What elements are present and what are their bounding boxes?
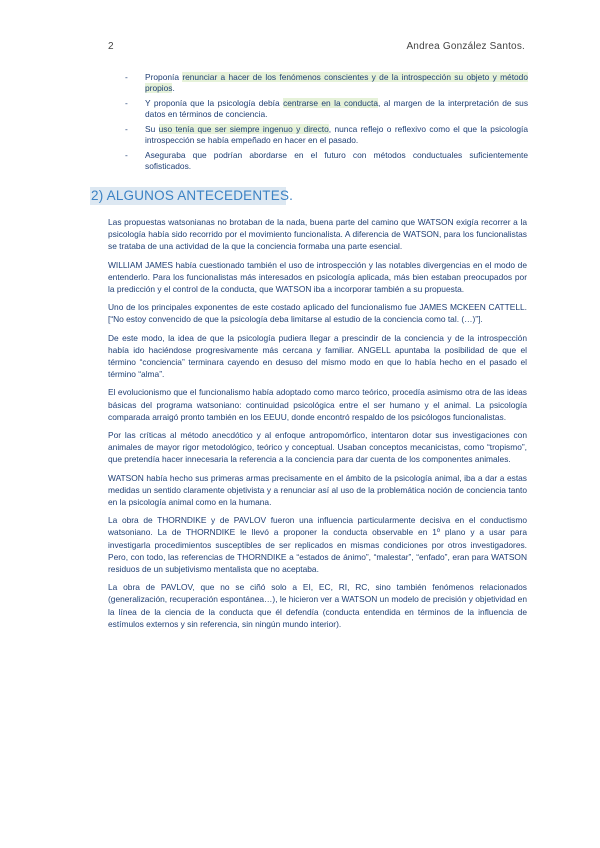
highlighted-text: centrarse en la conducta (283, 98, 379, 108)
section-heading: 2) ALGUNOS ANTECEDENTES. (91, 188, 294, 203)
paragraph: WATSON había hecho sus primeras armas precisamente en el ámbito de la psicología animal, iba a dar a estas medidas un sentido claramente objetivista y a renunciar así al uso de la problemática noción de conciencia tanto en la psicología animal como en la humana. (108, 472, 527, 508)
paragraph: El evolucionismo que el funcionalismo había adoptado como marco teórico, procedía asimismo otra de las ideas básicas del programa watsoniano: continuidad psicológica entre el ser humano y el animal. La psicología comparada arraigó pronto también en los EEUU, donde encontró respaldo de los psicólogos funcionalistas. (108, 387, 527, 422)
bullet-item (120, 98, 528, 120)
bullet-text: Su (145, 124, 159, 134)
highlighted-text: renunciar a hacer de los fenómenos conscientes y de la introspección su objeto y método propios (145, 72, 529, 93)
bullet-text: Y proponía que la psicología debía (145, 98, 284, 108)
highlighted-text: uso tenía que ser siempre ingenuo y directo (158, 124, 329, 134)
bullet-dash: - (125, 72, 128, 82)
bullet-text: . (172, 83, 175, 93)
paragraph: La obra de THORNDIKE y de PAVLOV fueron una influencia particularmente decisiva en el conductismo watsoniano. La de THORNDIKE le llevó a proponer la conducta observable en 1º plano y a usar para investigarla procedimientos susceptibles de ser replicados en mismas condiciones por otros investigadores. Pero, con todo, las referencias de THORNDIKE a “estados de ánimo”, “malestar”, “enfado”, eran para WATSON residuos de un subjetivismo mentalista que no aceptaba. (108, 515, 527, 575)
paragraph: De este modo, la idea de que la psicología pudiera llegar a prescindir de la conciencia y de la introspección había ido haciéndose progresivamente más cercana y familiar. ANGELL apuntaba la posibilidad de que el término “conciencia” terminara cayendo en desuso del mismo modo en que lo había hecho en el pasado el término “alma”. (108, 332, 527, 380)
author-name: Andrea González Santos. (406, 41, 525, 52)
paragraph: Uno de los principales exponentes de este costado aplicado del funcionalismo fue JAMES MCKEEN CATTELL. [“No estoy convencido de que la psicología deba limitarse al estudio de la conciencia como tal. (…)”]. (108, 302, 527, 325)
bullet-item (120, 150, 528, 172)
section-body (108, 216, 527, 636)
bullet-text: , nunca reflejo o reflexivo como el que la psicología introspección se había empeñado en hacer en el pasado. (145, 124, 528, 145)
bullet-item (120, 124, 528, 146)
bullet-text: , al margen de la interpretación de sus datos en términos de conciencia. (145, 98, 529, 119)
paragraph: Por las críticas al método anecdótico y al enfoque antropomórfico, intentaron dotar sus investigaciones con animales de mayor rigor metodológico, teórico y conceptual. Usaban conceptos mecanicistas, como “tropismo”, que pretendía hacer innecesaria la referencia a la conciencia para dar cuenta de los componentes animales. (108, 430, 527, 465)
bullet-item (120, 72, 528, 94)
bullet-dash: - (125, 124, 128, 134)
bullet-text: Proponía (145, 72, 183, 82)
paragraph: WILLIAM JAMES había cuestionado también el uso de introspección y las notables divergencias en el modo de entenderlo. Para los funcionalistas más interesados en psicología aplicada, más bien estaban preocupados por la predicción y el control de la conducta, que WATSON iba a incorporar también a su propuesta. (108, 259, 527, 295)
paragraph: Las propuestas watsonianas no brotaban de la nada, buena parte del camino que WATSON exigía recorrer a la psicología había sido recorrido por el movimiento funcionalista. A diferencia de WATSON, para los funcionalistas se trataba de una actividad de la que la conciencia formaba una parte esencial. (108, 217, 527, 252)
bullet-dash: - (125, 150, 128, 160)
bullet-text: Aseguraba que podrían abordarse en el futuro con métodos conductuales suficientemente sofisticados. (145, 150, 528, 171)
bullet-list (120, 72, 528, 176)
bullet-dash: - (125, 98, 128, 108)
paragraph: La obra de PAVLOV, que no se ciñó solo a EI, EC, RI, RC, sino también fenómenos relacionados (generalización, recuperación espontánea…), le hicieron ver a WATSON un modelo de precisión y objetividad en la línea de la ciencia de la conducta que él defendía (conducta entendida en términos de la influencia de estímulos externos y sin referencia, sin ningún mundo interior). (108, 582, 527, 629)
page-number: 2 (108, 41, 114, 52)
